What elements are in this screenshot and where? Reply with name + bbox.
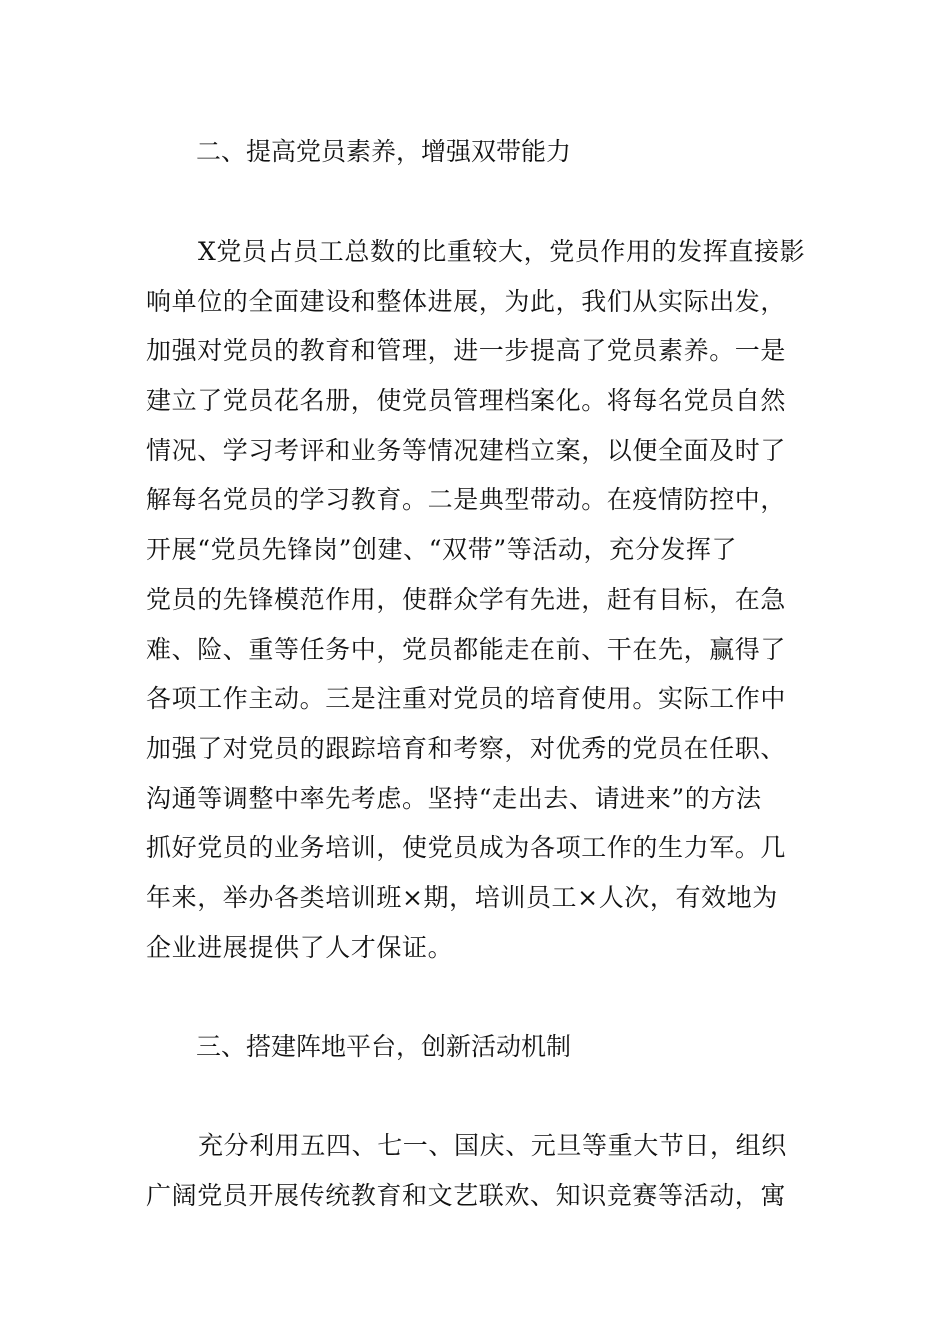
paragraph-line: 响单位的全面建设和整体进展，为此，我们从实际出发， xyxy=(146,286,787,316)
paragraph-line: 广阔党员开展传统教育和文艺联欢、知识竞赛等活动，寓 xyxy=(146,1180,787,1210)
paragraph-line: 解每名党员的学习教育。二是典型带动。在疫情防控中， xyxy=(146,485,787,515)
paragraph-line: 企业进展提供了人才保证。 xyxy=(146,932,454,962)
section-2-heading: 二、提高党员素养，增强双带能力 xyxy=(196,137,572,166)
paragraph-line: 各项工作主动。三是注重对党员的培育使用。实际工作中 xyxy=(146,684,787,714)
paragraph-line: 加强了对党员的跟踪培育和考察，对优秀的党员在任职、 xyxy=(146,733,787,763)
paragraph-line: 情况、学习考评和业务等情况建档立案，以便全面及时了 xyxy=(146,435,787,465)
section-3-paragraph xyxy=(146,1121,808,1220)
paragraph-line: 建立了党员花名册，使党员管理档案化。将每名党员自然 xyxy=(146,386,787,416)
paragraph-line: 党员的先锋模范作用，使群众学有先进，赶有目标，在急 xyxy=(146,584,787,614)
paragraph-line: 加强对党员的教育和管理，进一步提高了党员素养。一是 xyxy=(146,336,787,366)
section-2-paragraph xyxy=(146,227,808,972)
paragraph-line: 充分利用五四、七一、国庆、元旦等重大节日，组织 xyxy=(198,1131,787,1160)
paragraph-line: X党员占员工总数的比重较大，党员作用的发挥直接影 xyxy=(198,237,806,266)
paragraph-line: 抓好党员的业务培训，使党员成为各项工作的生力军。几 xyxy=(146,833,787,863)
paragraph-line: 开展“党员先锋岗”创建、“双带”等活动，充分发挥了 xyxy=(146,535,738,565)
section-3-heading: 三、搭建阵地平台，创新活动机制 xyxy=(196,1032,572,1061)
paragraph-line: 年来，举办各类培训班×期，培训员工×人次，有效地为 xyxy=(146,882,778,912)
paragraph-line: 沟通等调整中率先考虑。坚持“走出去、请进来”的方法 xyxy=(146,783,762,813)
paragraph-line: 难、险、重等任务中，党员都能走在前、干在先，赢得了 xyxy=(146,634,787,664)
